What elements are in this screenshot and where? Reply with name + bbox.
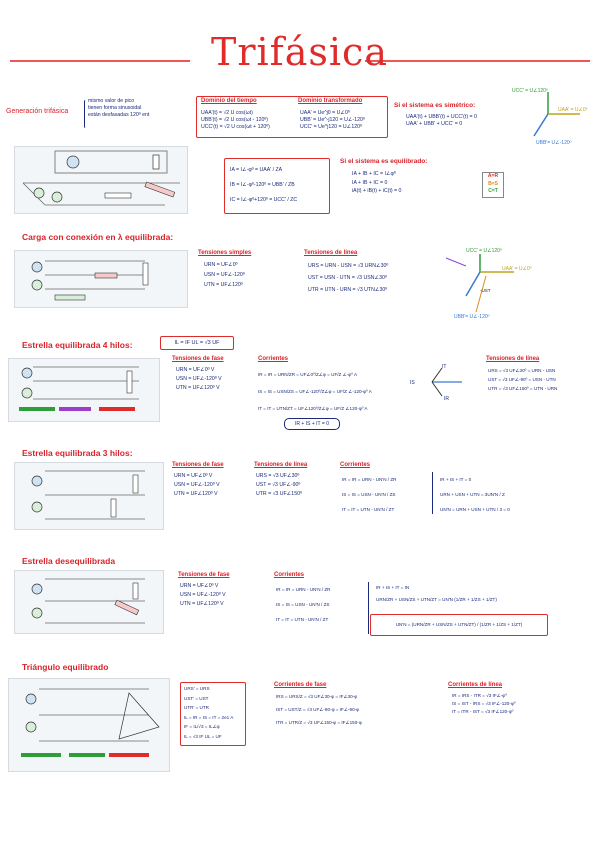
line-eq: URS = √3 UF∠30º bbox=[256, 473, 300, 479]
time-eq: UCC'(t) = √2 U cos(ωt + 120º) bbox=[201, 124, 270, 131]
currents-header: Corrientes bbox=[274, 572, 305, 578]
line-current-eq: IS = IST - IRS = √3 IF∠-120-φº bbox=[452, 701, 516, 706]
current-eq: IB = I∠-φº-120º = UBB' / ZB bbox=[230, 182, 295, 188]
phase-eq: USN = UF∠-120º V bbox=[180, 592, 226, 598]
line-eq: UTR = √3 UF∠150º = UTN - URN bbox=[488, 386, 558, 391]
current-eq: IR = IR = URN - UN'N / ZR bbox=[342, 477, 397, 482]
phasor-label: UAA' = U∠0º bbox=[502, 266, 532, 272]
transf-eq: UCC' = Ue^j120 = U∠120º bbox=[300, 124, 362, 131]
bal-eq: IA + IB + IC = I∠φº bbox=[352, 171, 396, 177]
balanced-title: Si el sistema es equilibrado: bbox=[340, 158, 428, 165]
simple-voltages bbox=[204, 260, 245, 290]
phase-current-eq: ITR = UTR/Z = √3 UF∠150-φ = IF∠150-φ bbox=[276, 720, 362, 725]
phase-eq: UTN = UF∠120º V bbox=[180, 601, 224, 607]
star3-title: Estrella equilibrada 3 hilos: bbox=[22, 448, 133, 458]
balanced-eqs bbox=[352, 170, 401, 196]
star3-currents bbox=[342, 472, 396, 517]
current-eq: IS = IS = USN - UN'N / ZS bbox=[276, 602, 330, 607]
currents-header: Corrientes bbox=[340, 462, 371, 468]
star3-brace bbox=[432, 472, 436, 514]
currents-header: Corrientes bbox=[258, 356, 289, 362]
phasor-diagram-1 bbox=[500, 86, 594, 148]
phase-eq: URN = UF∠0º V bbox=[176, 367, 215, 373]
simple-eq: USN = UF∠-120º bbox=[204, 272, 245, 278]
symmetric-title: Si el sistema es simétrico: bbox=[394, 102, 476, 109]
gen-props bbox=[88, 98, 149, 120]
right-eq: URN/ZR + USN/ZS + UTN/ZT = UN'N (1/ZR + 1/ZS + 1/ZT) bbox=[376, 597, 497, 602]
time-eq: UAA'(t) = √2 U cos(ωt) bbox=[201, 110, 253, 116]
phasor-ubb bbox=[534, 114, 548, 136]
star3-phase-voltages bbox=[174, 472, 220, 499]
line-eq: URS = √3 UF∠30º = URN - USN bbox=[488, 368, 556, 373]
phase-voltages-header: Tensiones de fase bbox=[172, 356, 224, 362]
phasor-label: UBB'= U∠-120º bbox=[454, 314, 490, 320]
phasor-label: IS bbox=[410, 380, 415, 386]
current-eq: IC = I∠-φº+120º = UCC' / ZC bbox=[230, 197, 298, 203]
circuit-diagram-4 bbox=[14, 462, 164, 530]
gen-prop: mismo valor de pico bbox=[88, 98, 135, 104]
phasor-label: UCC' = U∠120º bbox=[512, 88, 548, 94]
delta-eq: IL = √3 IF UL = UF bbox=[184, 733, 222, 739]
line-current-eq: IR = IRS - ITR = √3 IF∠-φº bbox=[452, 693, 507, 698]
current-eq: IA = I∠-φº = UAA' / ZA bbox=[230, 167, 283, 173]
simple-voltages-header: Tensiones simples bbox=[198, 250, 252, 256]
time-domain-header: Dominio del tiempo bbox=[201, 98, 257, 104]
star4-box: IL = IF UL = √3 UF bbox=[160, 336, 234, 350]
phasor-diagram-3 bbox=[406, 362, 466, 402]
delta-title: Triángulo equilibrado bbox=[22, 662, 109, 672]
simple-eq: URN = UF∠0º bbox=[204, 262, 238, 268]
star4-title: Estrella equilibrada 4 hilos: bbox=[22, 340, 133, 350]
line-current-eq: IT = ITR - IST = √3 IF∠120-φº bbox=[452, 709, 514, 714]
star4-currents bbox=[258, 366, 372, 417]
delta-eq: UST' = UST bbox=[184, 695, 209, 701]
current-eq: IT = IT = UTN/ZT = UF∠120º/Z∠φ = UF/Z ∠120-φº A bbox=[258, 406, 368, 411]
phasor-label: -UST bbox=[480, 288, 491, 293]
bal-eq: iA(t) + iB(t) + iC(t) = 0 bbox=[352, 188, 402, 194]
bal-eq: IA + IB + IC = 0 bbox=[352, 179, 388, 186]
line-eq: UST = USN - UTN = √3 USN∠30º bbox=[308, 275, 387, 281]
phase-eq: UTN = UF∠120º V bbox=[176, 385, 220, 391]
gen-brace bbox=[84, 100, 87, 128]
circuit-diagram-2 bbox=[14, 250, 188, 308]
phase-currents-header: Corrientes de fase bbox=[274, 682, 327, 688]
star3-right-eqs bbox=[440, 472, 510, 517]
line-eq: URS = URN - USN = √3 URN∠30º bbox=[308, 263, 389, 269]
right-eq: UN'N = URN + USN + UTN / 3 = 0 bbox=[440, 507, 510, 512]
unbal-phase-voltages bbox=[180, 582, 226, 609]
phase-eq: UTN = UF∠120º V bbox=[174, 491, 218, 497]
unbalanced-title: Estrella desequilibrada bbox=[22, 556, 116, 566]
phase-voltages bbox=[176, 366, 222, 393]
page-title: Trifásica bbox=[211, 30, 388, 74]
gen-label: Generación trifásica bbox=[6, 108, 69, 115]
line-eq: UTR = UTN - URN = √3 UTN∠30º bbox=[308, 287, 388, 293]
star4-line-voltages bbox=[488, 366, 557, 393]
phasor-label: IR bbox=[444, 396, 449, 402]
current-eq: IR = IR = URN - UN'N / ZR bbox=[276, 587, 331, 592]
time-domain-eqs bbox=[201, 110, 270, 132]
delta-eq: IL = IR = IS = IT = 2e1 A bbox=[184, 714, 234, 720]
transf-eq: UBB' = Ue^-j120 = U∠-120º bbox=[300, 117, 365, 124]
phase-current-eq: IST = UST/Z = √3 UF∠-90-φ = IF∠-90-φ bbox=[276, 707, 360, 712]
symmetric-eqs bbox=[406, 114, 477, 128]
simple-eq: UTN = UF∠120º bbox=[204, 282, 243, 288]
sym-eq: UAA'(t) + UBB'(t) + UCC'(t) = 0 bbox=[406, 114, 477, 120]
legend-item: C=T bbox=[488, 188, 498, 194]
current-eq: IR = IR = URN/ZR = UF∠0º/Z∠φ = UF/Z ∠-φº A bbox=[258, 372, 358, 377]
line-voltages-header: Tensiones de línea bbox=[486, 356, 540, 362]
phasor-label: UCC' = U∠120º bbox=[466, 248, 502, 254]
current-eq: IT = IT = UTN - UN'N / ZT bbox=[342, 507, 395, 512]
line-voltages-header: Tensiones de línea bbox=[254, 462, 308, 468]
current-eq: IS = IS = USN/ZS = UF∠-120º/Z∠φ = UF/Z ∠-120-φº A bbox=[258, 389, 372, 394]
transformed-domain-header: Dominio transformado bbox=[298, 98, 363, 104]
currents-eqs bbox=[230, 163, 297, 208]
delta-phase-currents bbox=[276, 690, 362, 729]
circuit-diagram-6 bbox=[8, 678, 170, 772]
delta-eq: UTR' = UTR bbox=[184, 705, 209, 711]
right-eq: IR + IS + IT = 0 bbox=[440, 477, 472, 482]
star-load-title: Carga con conexión en λ equilibrada: bbox=[22, 232, 174, 242]
transformed-eqs bbox=[300, 110, 365, 132]
phase-current-eq: IRS = URS/Z = √3 UF∠30-φ = IF∠30-φ bbox=[276, 694, 358, 699]
right-eq: URN + USN + UTN = 3UN'N / Z bbox=[440, 492, 505, 497]
circuit-diagram-5 bbox=[14, 570, 164, 634]
transf-eq: UAA' = Ue^j0 = U∠0º bbox=[300, 110, 350, 116]
phasor-label: IT bbox=[442, 364, 447, 370]
unbal-right-eqs bbox=[376, 582, 497, 606]
gen-prop: tienen forma sinusoidal bbox=[88, 105, 142, 112]
delta-eq: URS' = URS bbox=[184, 686, 210, 691]
neutral-voltage-box: UN'N = (URN/ZR + USN/ZS + UTN/ZT) / (1/ZR + 1/ZS + 1/ZT) bbox=[370, 614, 548, 636]
delta-box-eqs bbox=[184, 684, 233, 742]
circuit-diagram-3 bbox=[8, 358, 160, 422]
delta-eq: IF = IL/√3 = IL∠φ bbox=[184, 724, 220, 730]
circuit-diagram-1 bbox=[14, 146, 188, 214]
phase-eq: URN = UF∠0º V bbox=[180, 583, 219, 589]
phase-voltages-header: Tensiones de fase bbox=[178, 572, 230, 578]
current-eq: IS = IS = USN - UN'N / ZS bbox=[342, 492, 396, 497]
time-eq: UBB'(t) = √2 U cos(ωt - 120º) bbox=[201, 117, 269, 124]
phase-eq: USN = UF∠-120º V bbox=[174, 482, 220, 488]
phase-eq: URN = UF∠0º V bbox=[174, 473, 213, 479]
sym-eq: UAA' + UBB' + UCC' = 0 bbox=[406, 121, 463, 128]
phasor-label: UBB'= U∠-120º bbox=[536, 140, 572, 146]
phase-eq: USN = UF∠-120º V bbox=[176, 376, 222, 382]
line-eq: UST = √3 UF∠-90º bbox=[256, 482, 301, 488]
line-voltages-header: Tensiones de línea bbox=[304, 250, 358, 256]
delta-line-currents bbox=[452, 692, 516, 716]
current-sum: IR + IS + IT = 0 bbox=[284, 418, 340, 430]
phasor-diagram-2 bbox=[436, 246, 556, 322]
star3-line-voltages bbox=[256, 472, 302, 499]
current-eq: IT = IT = UTN - UN'N / ZT bbox=[276, 617, 329, 622]
right-eq: IR + IS + IT = IN bbox=[376, 585, 410, 590]
phase-voltages-header: Tensiones de fase bbox=[172, 462, 224, 468]
line-eq: UTR = √3 UF∠150º bbox=[256, 491, 302, 497]
legend-item: A=R bbox=[487, 173, 499, 179]
line-voltages bbox=[308, 260, 388, 296]
legend-item: B=S bbox=[488, 180, 498, 187]
line-eq: UST = √3 UF∠-90º = USN - UTN bbox=[488, 377, 556, 382]
phasor-label: UAA' = U∠0º bbox=[558, 107, 588, 113]
line-currents-header: Corrientes de línea bbox=[448, 682, 503, 688]
rst-legend bbox=[482, 172, 504, 198]
gen-prop: están desfasadas 120º ent bbox=[88, 112, 150, 119]
unbal-currents bbox=[276, 582, 330, 627]
